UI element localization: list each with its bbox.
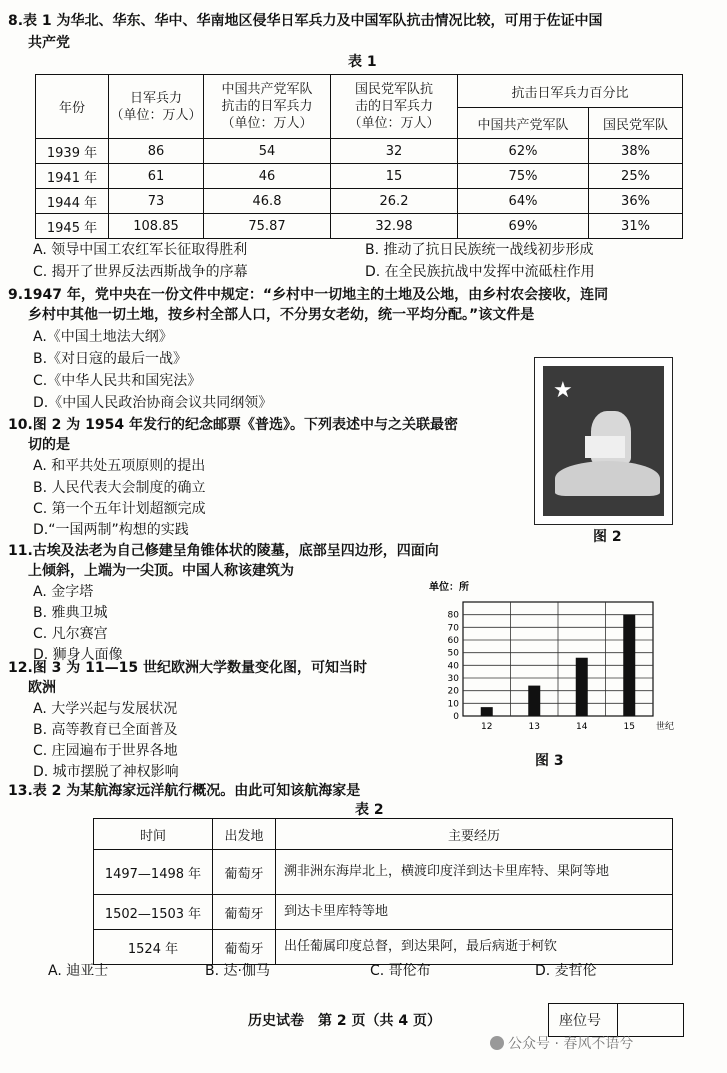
ballot-box <box>585 436 625 458</box>
table-1 <box>35 74 683 239</box>
q11-option-b: B. 雅典卫城 <box>33 605 108 621</box>
cell: 75.87 <box>204 214 331 239</box>
cell: 1502—1503 年 <box>94 895 213 930</box>
q8-option-c: C. 揭开了世界反法西斯战争的序幕 <box>33 264 248 280</box>
q8-option-d: D. 在全民族抗战中发挥中流砥柱作用 <box>365 264 595 280</box>
seat-label: 座位号 <box>559 1013 601 1029</box>
cell: 到达卡里库特等地 <box>276 895 673 930</box>
q10-stem-cont: 切的是 <box>28 437 70 453</box>
figure2-caption: 图 2 <box>593 529 622 545</box>
x-tick-label: 14 <box>576 722 588 732</box>
bar <box>623 615 635 716</box>
cell: 32.98 <box>331 214 458 239</box>
cell: 46 <box>204 164 331 189</box>
q10-option-c: C. 第一个五年计划超额完成 <box>33 501 206 517</box>
q13-option-a: A. 迪亚士 <box>48 963 109 979</box>
q9-option-b: B.《对日寇的最后一战》 <box>33 351 188 367</box>
x-tick-label: 15 <box>623 722 635 732</box>
y-tick-label: 20 <box>447 686 459 697</box>
cell: 73 <box>109 189 204 214</box>
cell: 64% <box>458 189 589 214</box>
th-time: 时间 <box>94 819 213 850</box>
th-cpc-fight: 中国共产党军队 抗击的日军兵力 （单位：万人） <box>204 75 331 139</box>
cell: 36% <box>589 189 683 214</box>
cell: 25% <box>589 164 683 189</box>
th-jp-force: 日军兵力 （单位：万人） <box>109 75 204 139</box>
cell: 31% <box>589 214 683 239</box>
cell: 1945 年 <box>36 214 109 239</box>
cell: 62% <box>458 139 589 164</box>
y-tick-label: 50 <box>447 648 459 659</box>
th-year: 年份 <box>36 75 109 139</box>
seat-number-box <box>548 1003 684 1037</box>
x-tick-label: 12 <box>481 722 493 732</box>
q9-option-d: D.《中国人民政治协商会议共同纲领》 <box>33 395 273 411</box>
cell: 54 <box>204 139 331 164</box>
cell: 1944 年 <box>36 189 109 214</box>
cell: 葡萄牙 <box>213 850 276 895</box>
cell: 86 <box>109 139 204 164</box>
table-2 <box>93 818 673 965</box>
q9-stem-cont: 乡村中其他一切土地，按乡村全部人口，不分男女老幼，统一平均分配。”该文件是 <box>28 307 535 323</box>
q8-option-a: A. 领导中国工农红军长征取得胜利 <box>33 242 248 258</box>
q12-stem-cont: 欧洲 <box>28 680 56 696</box>
q10-option-d: D.“一国两制”构想的实践 <box>33 522 189 538</box>
q11-option-c: C. 凡尔赛宫 <box>33 626 108 642</box>
cell: 15 <box>331 164 458 189</box>
y-tick-label: 0 <box>453 712 459 722</box>
cell: 75% <box>458 164 589 189</box>
q13-stem: 13.表 2 为某航海家远洋航行概况。由此可知该航海家是 <box>8 783 361 799</box>
cell: 葡萄牙 <box>213 930 276 965</box>
cell: 69% <box>458 214 589 239</box>
x-tick-label: 13 <box>528 722 540 732</box>
cell: 葡萄牙 <box>213 895 276 930</box>
table-row <box>36 189 683 214</box>
y-tick-label: 80 <box>447 610 459 621</box>
watermark <box>490 1033 633 1053</box>
q11-stem-cont: 上倾斜，上端为一尖顶。中国人称该建筑为 <box>28 563 294 579</box>
table-row <box>94 895 673 930</box>
q12-option-a: A. 大学兴起与发展状况 <box>33 701 178 717</box>
table-row <box>36 164 683 189</box>
q11-option-a: A. 金字塔 <box>33 584 94 600</box>
table-row <box>36 139 683 164</box>
university-bar-chart <box>425 578 675 748</box>
figure3-caption: 图 3 <box>535 753 564 769</box>
table-row <box>94 850 673 895</box>
bar <box>481 707 493 716</box>
cell: 1941 年 <box>36 164 109 189</box>
th-percent: 抗击日军兵力百分比 <box>458 75 683 108</box>
page-footer: 历史试卷 第 2 页（共 4 页） <box>248 1013 441 1029</box>
cell: 溯非洲东海岸北上，横渡印度洋到达卡里库特、果阿等地 <box>276 850 673 895</box>
q8-option-b: B. 推动了抗日民族统一战线初步形成 <box>365 242 594 258</box>
watermark-text: 公众号 · 春风不语兮 <box>508 1036 634 1052</box>
cell: 26.2 <box>331 189 458 214</box>
table-row <box>94 930 673 965</box>
q12-stem: 12.图 3 为 11—15 世纪欧洲大学数量变化图，可知当时 <box>8 660 368 676</box>
q9-option-a: A.《中国土地法大纲》 <box>33 329 173 345</box>
star-icon: ★ <box>553 378 573 403</box>
cell: 1524 年 <box>94 930 213 965</box>
wechat-icon <box>490 1036 504 1050</box>
flower-decoration <box>555 461 660 496</box>
q12-option-c: C. 庄园遍布于世界各地 <box>33 743 178 759</box>
cell: 108.85 <box>109 214 204 239</box>
q12-option-d: D. 城市摆脱了神权影响 <box>33 764 179 780</box>
q10-option-b: B. 人民代表大会制度的确立 <box>33 480 206 496</box>
cell: 32 <box>331 139 458 164</box>
x-axis-label: 世纪 <box>656 722 675 732</box>
y-tick-label: 40 <box>447 661 459 672</box>
cell: 1497—1498 年 <box>94 850 213 895</box>
y-axis-label: 单位：所 <box>429 582 469 593</box>
cell: 出任葡属印度总督，到达果阿，最后病逝于柯钦 <box>276 930 673 965</box>
y-tick-label: 60 <box>447 636 459 646</box>
q9-option-c: C.《中华人民共和国宪法》 <box>33 373 202 389</box>
y-tick-label: 30 <box>447 674 459 684</box>
th-origin: 出发地 <box>213 819 276 850</box>
table-row <box>36 214 683 239</box>
q13-option-d: D. 麦哲伦 <box>535 963 597 979</box>
cell: 38% <box>589 139 683 164</box>
q9-stem: 9.1947 年，党中央在一份文件中规定：“乡村中一切地主的土地及公地，由乡村农会接收，连同 <box>8 287 609 303</box>
stamp-image <box>534 357 673 525</box>
q10-option-a: A. 和平共处五项原则的提出 <box>33 458 206 474</box>
bar <box>576 658 588 716</box>
bar <box>528 686 540 716</box>
th-experience: 主要经历 <box>276 819 673 850</box>
q8-stem-cont: 共产党 <box>28 35 70 51</box>
q8-stem: 8.表 1 为华北、华东、华中、华南地区侵华日军兵力及中国军队抗击情况比较，可用于佐证中国 <box>8 13 603 29</box>
q11-option-d: D. 狮身人面像 <box>33 647 123 663</box>
table2-caption: 表 2 <box>355 802 384 818</box>
q10-stem: 10.图 2 为 1954 年发行的纪念邮票《普选》。下列表述中与之关联最密 <box>8 417 459 433</box>
th-kmt: 国民党军队 <box>589 108 683 139</box>
y-tick-label: 70 <box>447 623 459 634</box>
q12-option-b: B. 高等教育已全面普及 <box>33 722 178 738</box>
cell: 1939 年 <box>36 139 109 164</box>
cell: 61 <box>109 164 204 189</box>
th-kmt-fight: 国民党军队抗 击的日军兵力 （单位：万人） <box>331 75 458 139</box>
y-tick-label: 10 <box>447 699 459 710</box>
q11-stem: 11.古埃及法老为自己修建呈角锥体状的陵墓，底部呈四边形，四面向 <box>8 543 439 559</box>
th-cpc: 中国共产党军队 <box>458 108 589 139</box>
q13-option-c: C. 哥伦布 <box>370 963 431 979</box>
table1-caption: 表 1 <box>348 54 377 70</box>
q13-option-b: B. 达·伽马 <box>205 963 270 979</box>
cell: 46.8 <box>204 189 331 214</box>
